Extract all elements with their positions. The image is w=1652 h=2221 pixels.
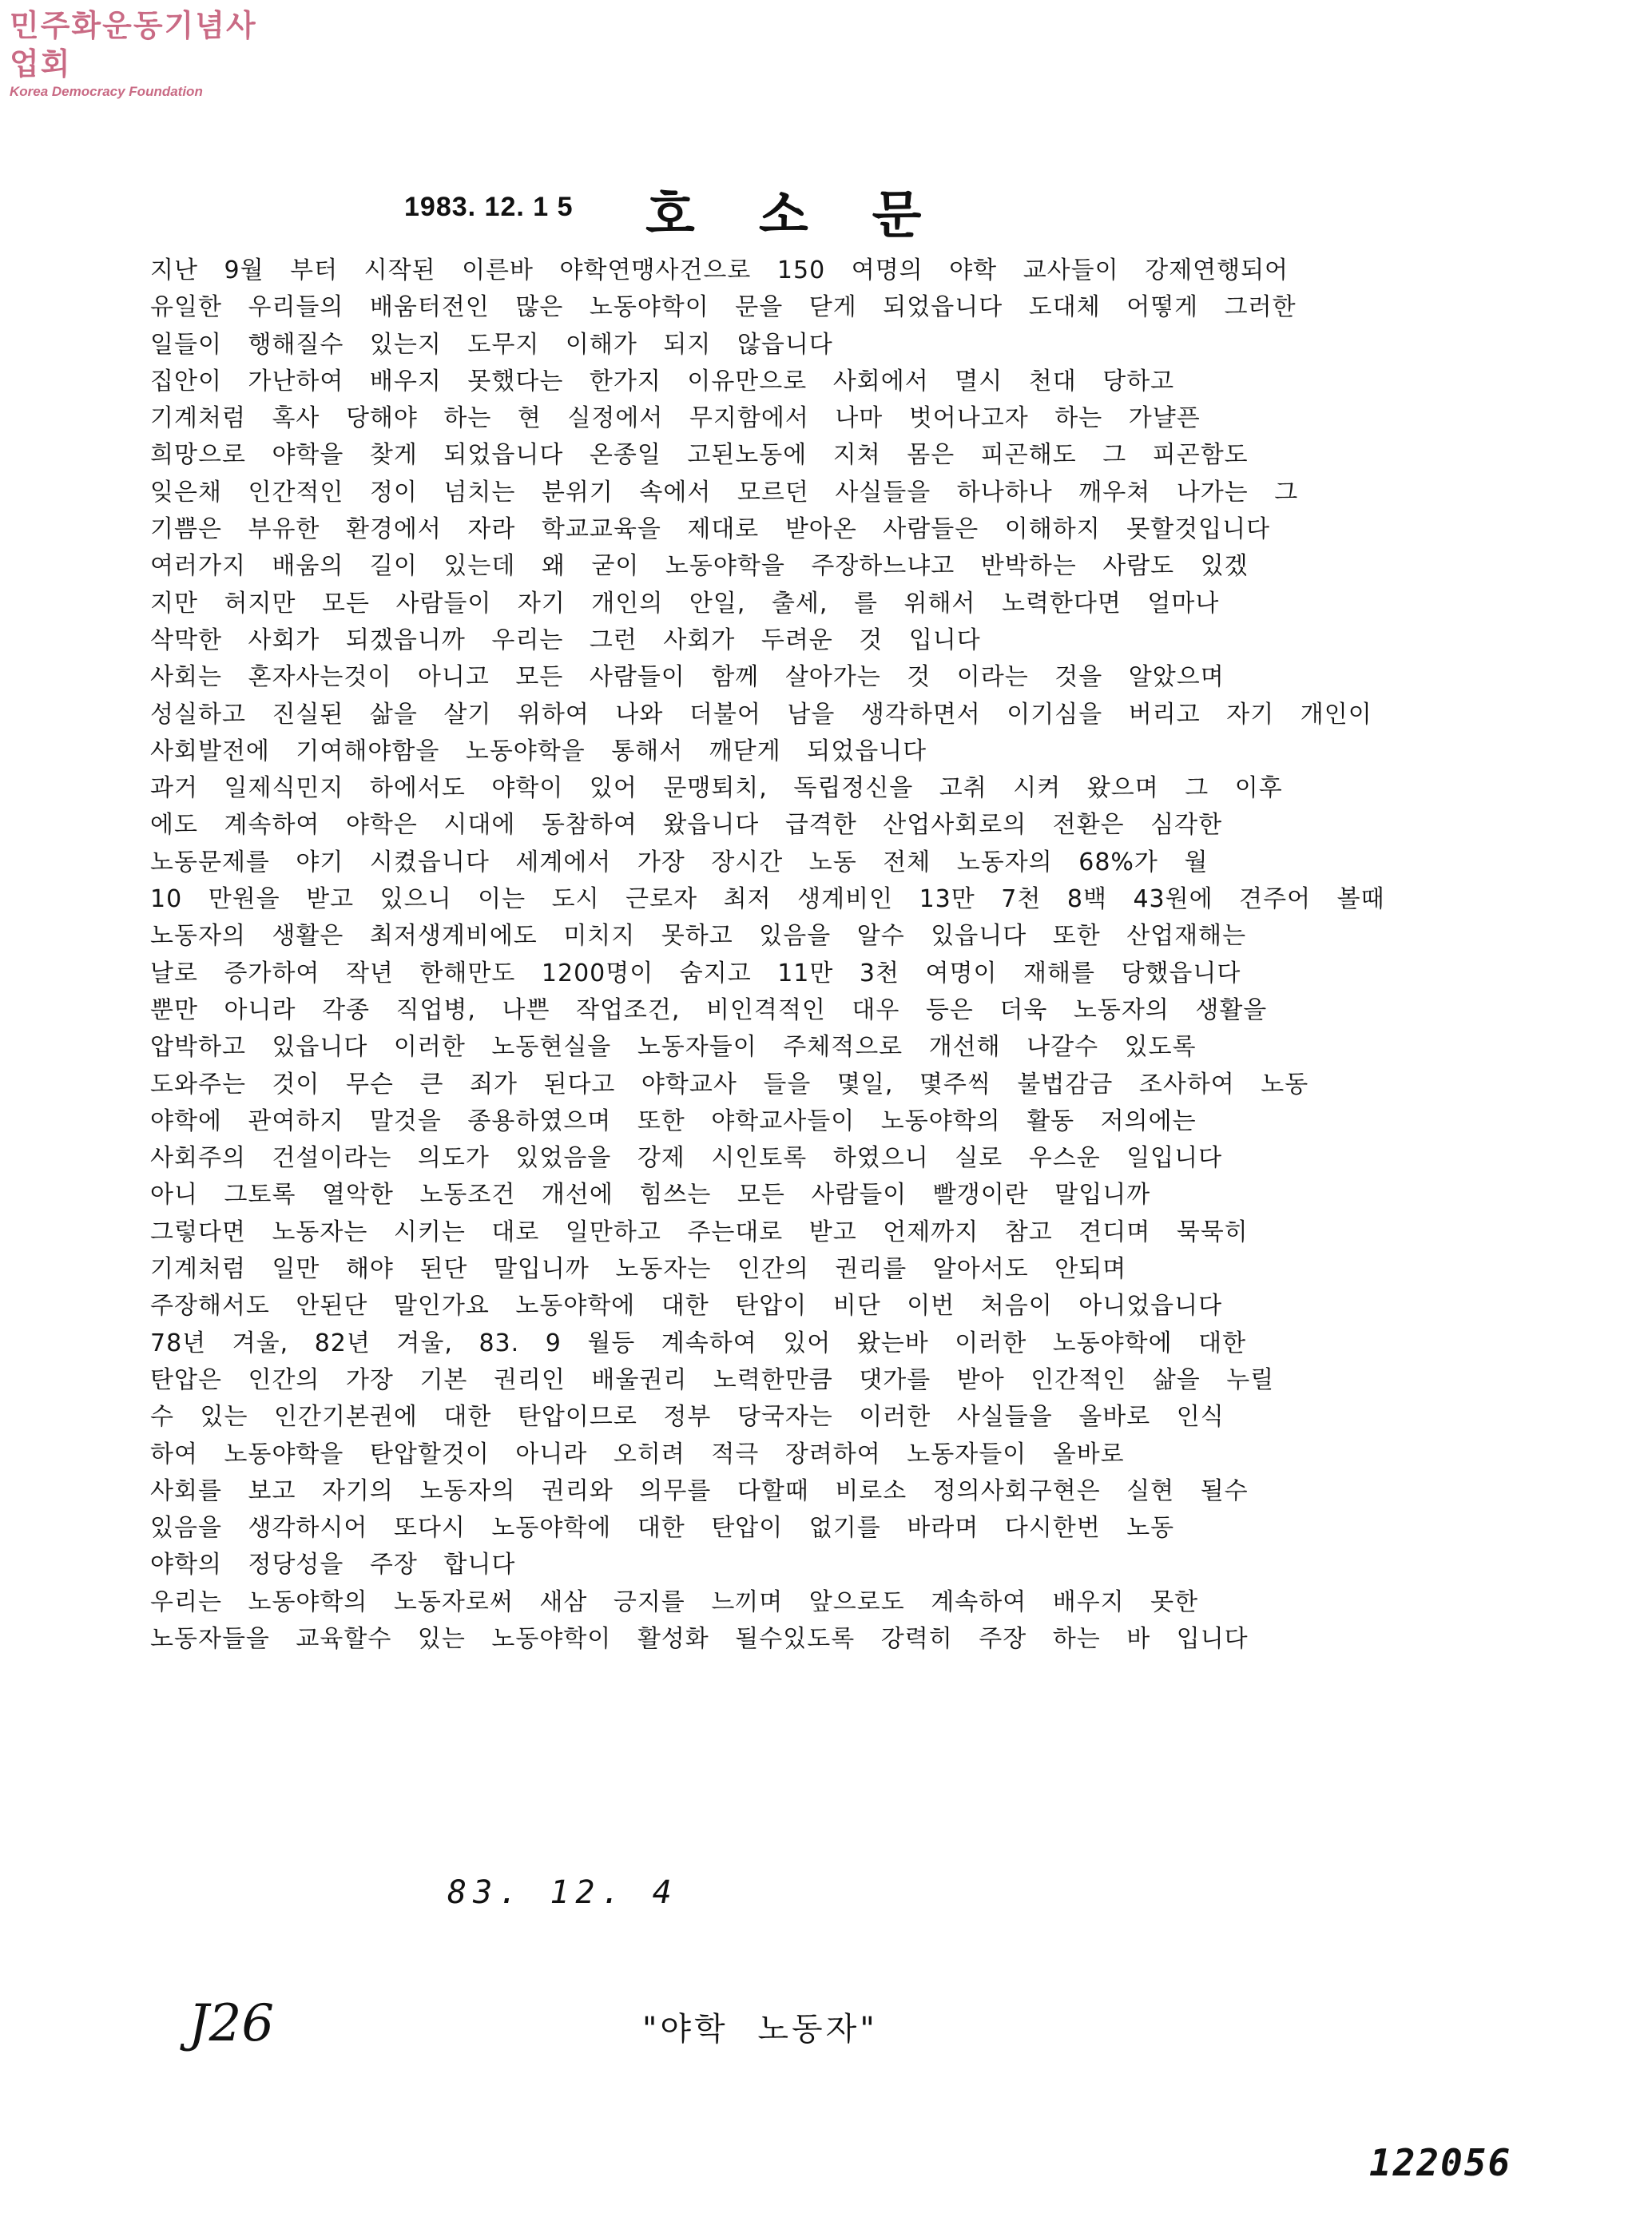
body-line: 노동문제를 야기 시켰읍니다 세계에서 가장 장시간 노동 전체 노동자의 68%가 월 [150, 848, 1209, 876]
body-line: 아니 그토록 열악한 노동조건 개선에 힘쓰는 모든 사람들이 빨갱이란 말입니까 [150, 1181, 1151, 1210]
watermark-logo [10, 6, 281, 101]
body-line: 사회를 보고 자기의 노동자의 권리와 의무를 다할때 비로소 정의사회구현은 실현 될수 [150, 1476, 1249, 1505]
body-line: 희망으로 야학을 찾게 되었읍니다 온종일 고된노동에 지쳐 몸은 피곤해도 그 피곤함도 [150, 441, 1249, 470]
body-line: 압박하고 있읍니다 이러한 노동현실을 노동자들이 주체적으로 개선해 나갈수 있도록 [150, 1033, 1197, 1062]
body-line: 그렇다면 노동자는 시키는 대로 일만하고 주는대로 받고 언제까지 참고 견디며 묵묵히 [150, 1218, 1249, 1246]
body-line: 10 만원을 받고 있으니 이는 도시 근로자 최저 생계비인 13만 7천 8백 43원에 견주어 볼때 [150, 885, 1385, 914]
body-line: 뿐만 아니라 각종 직업병, 나쁜 작업조건, 비인격적인 대우 등은 더욱 노동자의 생활을 [150, 995, 1268, 1024]
body-line: 주장해서도 안된단 말인가요 노동야학에 대한 탄압이 비단 이번 처음이 아니었읍니다 [150, 1292, 1223, 1321]
document-title: 호소문 [645, 185, 986, 245]
body-line: 야학에 관여하지 말것을 종용하였으며 또한 야학교사들이 노동야학의 활동 저의에는 [150, 1107, 1197, 1135]
closing-date: 83. 12. 4 [447, 1874, 678, 1911]
body-line: 유일한 우리들의 배움터전인 많은 노동야학이 문을 닫게 되었읍니다 도대체 어떻게 그러한 [150, 293, 1297, 322]
body-line: 삭막한 사회가 되겠읍니까 우리는 그런 사회가 두려운 것 입니다 [150, 626, 981, 654]
letter-body [150, 252, 1476, 1658]
body-line: 탄압은 인간의 가장 기본 권리인 배울권리 노력한만큼 댓가를 받아 인간적인 삶을 누릴 [150, 1365, 1275, 1394]
body-line: 수 있는 인간기본권에 대한 탄압이므로 정부 당국자는 이러한 사실들을 올바로 인식 [150, 1403, 1225, 1432]
body-line: 집안이 가난하여 배우지 못했다는 한가지 이유만으로 사회에서 멸시 천대 당하고 [150, 367, 1175, 395]
body-line: 잊은채 인간적인 정이 넘치는 분위기 속에서 모르던 사실들을 하나하나 깨우쳐 나가는 그 [150, 478, 1299, 507]
body-line: 과거 일제식민지 하에서도 야학이 있어 문맹퇴치, 독립정신을 고취 시켜 왔으며 그 이후 [150, 774, 1283, 803]
body-line: 일들이 행해질수 있는지 도무지 이해가 되지 않읍니다 [150, 330, 833, 359]
body-line: 우리는 노동야학의 노동자로써 새삼 긍지를 느끼며 앞으로도 계속하여 배우지 못한 [150, 1587, 1199, 1616]
body-line: 기쁨은 부유한 환경에서 자라 학교교육을 제대로 받아온 사람들은 이해하지 못할것입니다 [150, 515, 1271, 544]
body-line: 지만 허지만 모든 사람들이 자기 개인의 안일, 출세, 를 위해서 노력한다면 얼마나 [150, 589, 1220, 618]
body-line: 노동자의 생활은 최저생계비에도 미치지 못하고 있음을 알수 있읍니다 또한 산업재해는 [150, 922, 1247, 951]
body-line: 노동자들을 교육할수 있는 노동야학이 활성화 될수있도록 강력히 주장 하는 바 입니다 [150, 1624, 1249, 1653]
body-line: 사회주의 건설이라는 의도가 있었음을 강제 시인토록 하였으니 실로 우스운 일입니다 [150, 1144, 1223, 1173]
body-line: 있음을 생각하시어 또다시 노동야학에 대한 탄압이 없기를 바라며 다시한번 노동 [150, 1514, 1175, 1543]
body-line: 날로 증가하여 작년 한해만도 1200명이 숨지고 11만 3천 여명이 재해를 당했읍니다 [150, 959, 1241, 987]
body-line: 야학의 정당성을 주장 합니다 [150, 1551, 516, 1579]
handwritten-mark: J26 [189, 1994, 275, 2053]
body-line: 기계처럼 일만 해야 된단 말입니까 노동자는 인간의 권리를 알아서도 안되며 [150, 1255, 1127, 1284]
body-line: 사회발전에 기여해야함을 노동야학을 통해서 깨닫게 되었읍니다 [150, 737, 927, 765]
body-line: 여러가지 배움의 길이 있는데 왜 굳이 노동야학을 주장하느냐고 반박하는 사람도 있겠 [150, 552, 1249, 581]
body-line: 에도 계속하여 야학은 시대에 동참하여 왔읍니다 급격한 산업사회로의 전환은 심각한 [150, 811, 1223, 840]
body-line: 사회는 혼자사는것이 아니고 모든 사람들이 함께 살아가는 것 이라는 것을 알았으며 [150, 663, 1225, 692]
document-header [0, 174, 1652, 246]
body-line: 성실하고 진실된 삶을 살기 위하여 나와 더불어 남을 생각하면서 이기심을 버리고 자기 개인이 [150, 700, 1372, 729]
archive-number: 122056 [1369, 2141, 1512, 2184]
body-line: 하여 노동야학을 탄압할것이 아니라 오히려 적극 장려하여 노동자들이 올바로 [150, 1440, 1125, 1468]
body-line: 지난 9월 부터 시작된 이른바 야학연맹사건으로 150 여명의 야학 교사들이 강제연행되어 [150, 256, 1289, 284]
date-stamp: 1983. 12. 1 5 [404, 192, 574, 222]
signature: "야학 노동자" [642, 2011, 878, 2048]
watermark-korean: 민주화운동기념사업회 [10, 8, 257, 81]
body-line: 기계처럼 혹사 당해야 하는 현 실정에서 무지함에서 나마 벗어나고자 하는 가냘픈 [150, 404, 1201, 433]
body-line: 78년 겨울, 82년 겨울, 83. 9 월등 계속하여 있어 왔는바 이러한 노동야학에 대한 [150, 1329, 1247, 1357]
body-line: 도와주는 것이 무슨 큰 죄가 된다고 야학교사 들을 몇일, 몇주씩 불법감금 조사하여 노동 [150, 1070, 1309, 1099]
watermark-english: Korea Democracy Foundation [10, 84, 203, 99]
